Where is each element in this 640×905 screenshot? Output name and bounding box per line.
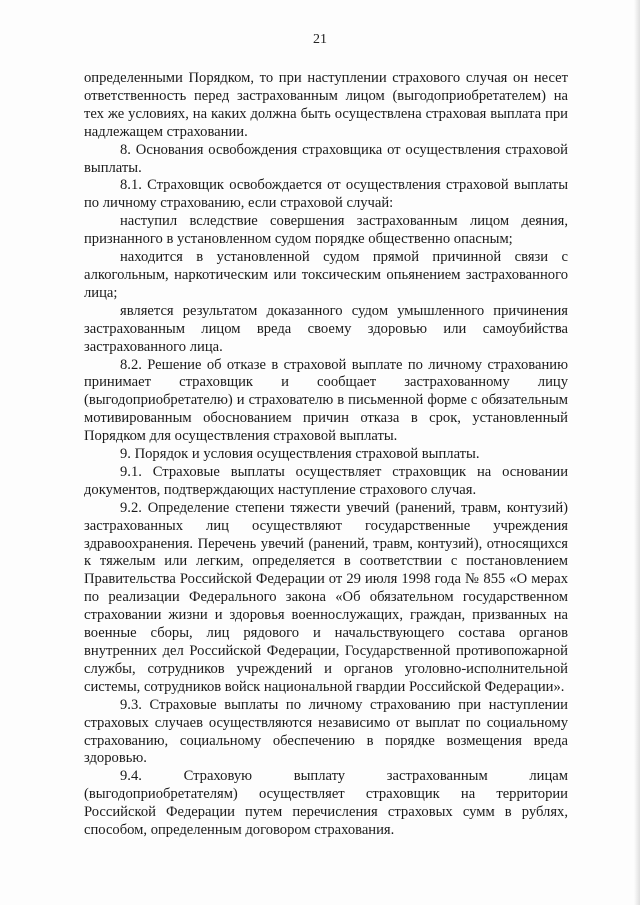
clause-8-1-item-1: наступил вследствие совершения застрахованным лицом деяния, признанного в установленном судом порядке общественно опасным; xyxy=(84,213,568,248)
clause-9-3: 9.3. Страховые выплаты по личному страхованию при наступлении страховых случаев осуществляются независимо от выплат по социальному страхованию, социальному обеспечению в порядке возмещения вреда здоровью. xyxy=(84,696,568,767)
section-9-heading: 9. Порядок и условия осуществления страховой выплаты. xyxy=(120,446,480,463)
document-body xyxy=(84,70,568,840)
clause-8-1-item-2: находится в установленной судом прямой причинной связи с алкогольным, наркотическим или токсическим опьянением застрахованного лица; xyxy=(84,249,568,301)
clause-8-1-item-3: является результатом доказанного судом умышленного причинения застрахованным лицом вреда своему здоровью или самоубийства застрахованного лица. xyxy=(84,302,568,355)
clause-8-2: 8.2. Решение об отказе в страховой выплате по личному страхованию принимает страховщик и сообщает застрахованному лицу (выгодоприобретателю) и страхователю в письменной форме с обязательным мотивированным обоснованием причин отказа в срок, установленный Порядком для осуществления страховой выплаты. xyxy=(84,356,568,445)
clause-9-1: 9.1. Страховые выплаты осуществляет страховщик на основании документов, подтверждающих наступление страхового случая. xyxy=(84,463,568,498)
paragraph-continuation: определенными Порядком, то при наступлении страхового случая он несет ответственность перед застрахованным лицом (выгодоприобретателем) на тех же условиях, на каких должна быть осуществлена страховая выплата при надлежащем страховании. xyxy=(84,70,568,140)
clause-8-1: 8.1. Страховщик освобождается от осуществления страховой выплаты по личному страхованию, если страховой случай: xyxy=(84,177,568,212)
section-8-heading: 8. Основания освобождения страховщика от осуществления страховой выплаты. xyxy=(84,141,568,176)
clause-9-4: 9.4. Страховую выплату застрахованным лицам (выгодоприобретателям) осуществляет страховщик на территории Российской Федерации путем перечисления страховых сумм в рублях, способом, определенным договором страхования. xyxy=(84,768,568,839)
page-edge-shadow xyxy=(634,0,640,905)
page-number: 21 xyxy=(313,32,327,47)
clause-9-2: 9.2. Определение степени тяжести увечий (ранений, травм, контузий) застрахованных лиц осуществляют государственные учреждения здравоохранения. Перечень увечий (ранений, травм, контузий), относящихся к тяжелым или легким, определяется в соответствии с постановлением Правительства Российской Федерации от 29 июля 1998 года № 855 «О мерах по реализации Федерального закона «Об обязательном государственном страховании жизни и здоровья военнослужащих, граждан, призванных на военные сборы, лиц рядового и начальствующего состава органов внутренних дел Российской Федерации, Государственной противопожарной службы, сотрудников учреждений и органов уголовно-исполнительной системы, сотрудников войск национальной гвардии Российской Федерации». xyxy=(84,499,568,695)
